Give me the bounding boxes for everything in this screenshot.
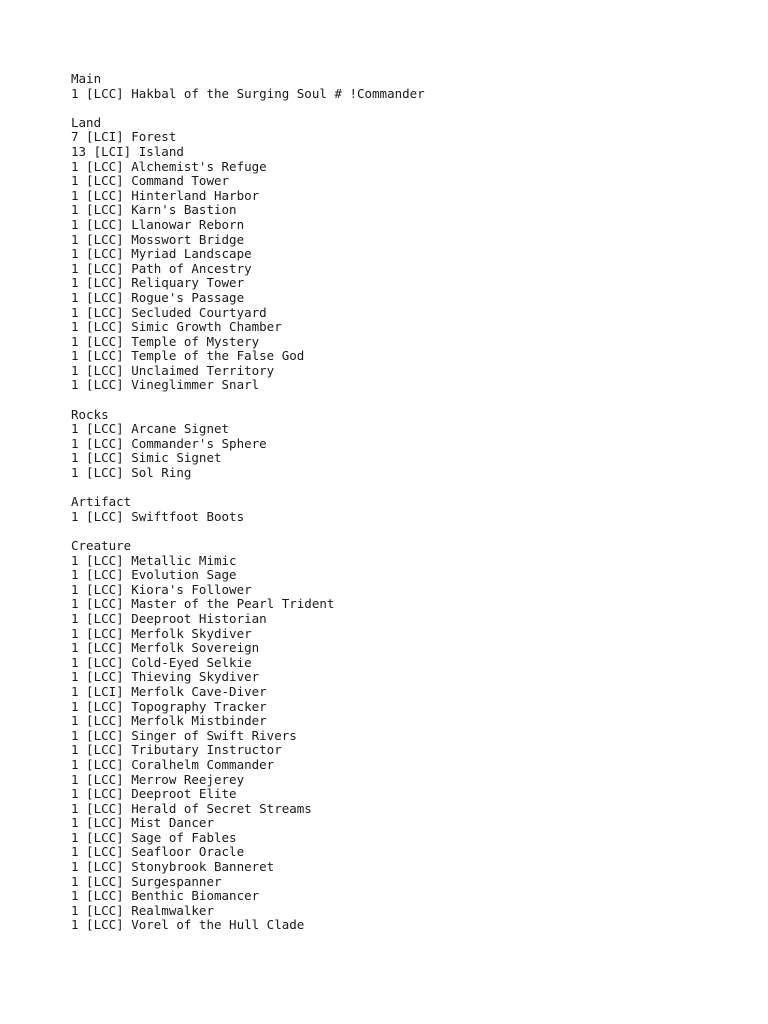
- card-line: 1 [LCC] Myriad Landscape: [71, 247, 252, 262]
- card-line: 1 [LCC] Deeproot Historian: [71, 611, 267, 626]
- decklist-document: [71, 72, 751, 948]
- card-line: 1 [LCC] Temple of Mystery: [71, 334, 260, 349]
- card-line: 1 [LCC] Benthic Biomancer: [71, 889, 260, 904]
- deck-section-creature: [71, 539, 751, 933]
- card-line: 1 [LCC] Mist Dancer: [71, 816, 214, 831]
- card-line: 1 [LCC] Hinterland Harbor: [71, 188, 260, 203]
- card-line: 1 [LCC] Merrow Reejerey: [71, 772, 245, 787]
- deck-section-artifact: [71, 495, 751, 524]
- card-line: 1 [LCC] Mosswort Bridge: [71, 232, 245, 247]
- deck-section-main: [71, 72, 751, 101]
- card-line: 1 [LCC] Rogue's Passage: [71, 290, 245, 305]
- card-line: 1 [LCC] Commander's Sphere: [71, 436, 267, 451]
- card-line: 1 [LCC] Kiora's Follower: [71, 582, 252, 597]
- card-line: 1 [LCC] Master of the Pearl Trident: [71, 597, 335, 612]
- card-line: 1 [LCC] Singer of Swift Rivers: [71, 728, 297, 743]
- card-line: 1 [LCC] Stonybrook Banneret: [71, 860, 275, 875]
- card-line: 1 [LCC] Temple of the False God: [71, 349, 305, 364]
- card-line: 1 [LCC] Alchemist's Refuge: [71, 159, 267, 174]
- card-line: 7 [LCI] Forest: [71, 130, 177, 145]
- section-heading: Creature: [71, 539, 132, 553]
- card-line: 1 [LCC] Topography Tracker: [71, 699, 267, 714]
- card-line: 1 [LCI] Merfolk Cave-Diver: [71, 684, 267, 699]
- card-line: 1 [LCC] Merfolk Skydiver: [71, 626, 252, 641]
- card-line: 1 [LCC] Deeproot Elite: [71, 787, 237, 802]
- card-line: 1 [LCC] Vineglimmer Snarl: [71, 378, 260, 393]
- card-line: 1 [LCC] Cold-Eyed Selkie: [71, 655, 252, 670]
- card-line: 1 [LCC] Tributary Instructor: [71, 743, 282, 758]
- deck-section-rocks: [71, 408, 751, 481]
- card-line: 1 [LCC] Command Tower: [71, 174, 230, 189]
- card-line: 1 [LCC] Herald of Secret Streams: [71, 801, 312, 816]
- card-line: 1 [LCC] Simic Signet: [71, 451, 222, 466]
- card-line: 1 [LCC] Arcane Signet: [71, 422, 230, 437]
- card-line: 13 [LCI] Island: [71, 144, 184, 159]
- section-heading: Rocks: [71, 407, 109, 422]
- card-line: 1 [LCC] Reliquary Tower: [71, 276, 245, 291]
- card-line: 1 [LCC] Hakbal of the Surging Soul # !Commander: [71, 86, 425, 101]
- card-line: 1 [LCC] Sage of Fables: [71, 830, 237, 845]
- card-line: 1 [LCC] Realmwalker: [71, 903, 214, 918]
- card-line: 1 [LCC] Evolution Sage: [71, 568, 237, 583]
- card-line: 1 [LCC] Sol Ring: [71, 466, 192, 481]
- card-line: 1 [LCC] Coralhelm Commander: [71, 757, 275, 772]
- card-line: 1 [LCC] Vorel of the Hull Clade: [71, 918, 305, 933]
- section-heading: Artifact: [71, 495, 132, 510]
- card-line: 1 [LCC] Seafloor Oracle: [71, 845, 245, 860]
- deck-section-land: [71, 116, 751, 393]
- card-line: 1 [LCC] Merfolk Mistbinder: [71, 714, 267, 729]
- card-line: 1 [LCC] Merfolk Sovereign: [71, 641, 260, 656]
- card-line: 1 [LCC] Metallic Mimic: [71, 553, 237, 568]
- card-line: 1 [LCC] Surgespanner: [71, 874, 222, 889]
- section-heading: Land: [71, 115, 102, 130]
- section-heading: Main: [71, 72, 102, 86]
- card-line: 1 [LCC] Thieving Skydiver: [71, 670, 260, 685]
- card-line: 1 [LCC] Unclaimed Territory: [71, 363, 275, 378]
- card-line: 1 [LCC] Secluded Courtyard: [71, 305, 267, 320]
- card-line: 1 [LCC] Karn's Bastion: [71, 203, 237, 218]
- card-line: 1 [LCC] Llanowar Reborn: [71, 217, 245, 232]
- card-line: 1 [LCC] Path of Ancestry: [71, 261, 252, 276]
- card-line: 1 [LCC] Swiftfoot Boots: [71, 509, 245, 524]
- card-line: 1 [LCC] Simic Growth Chamber: [71, 320, 282, 335]
